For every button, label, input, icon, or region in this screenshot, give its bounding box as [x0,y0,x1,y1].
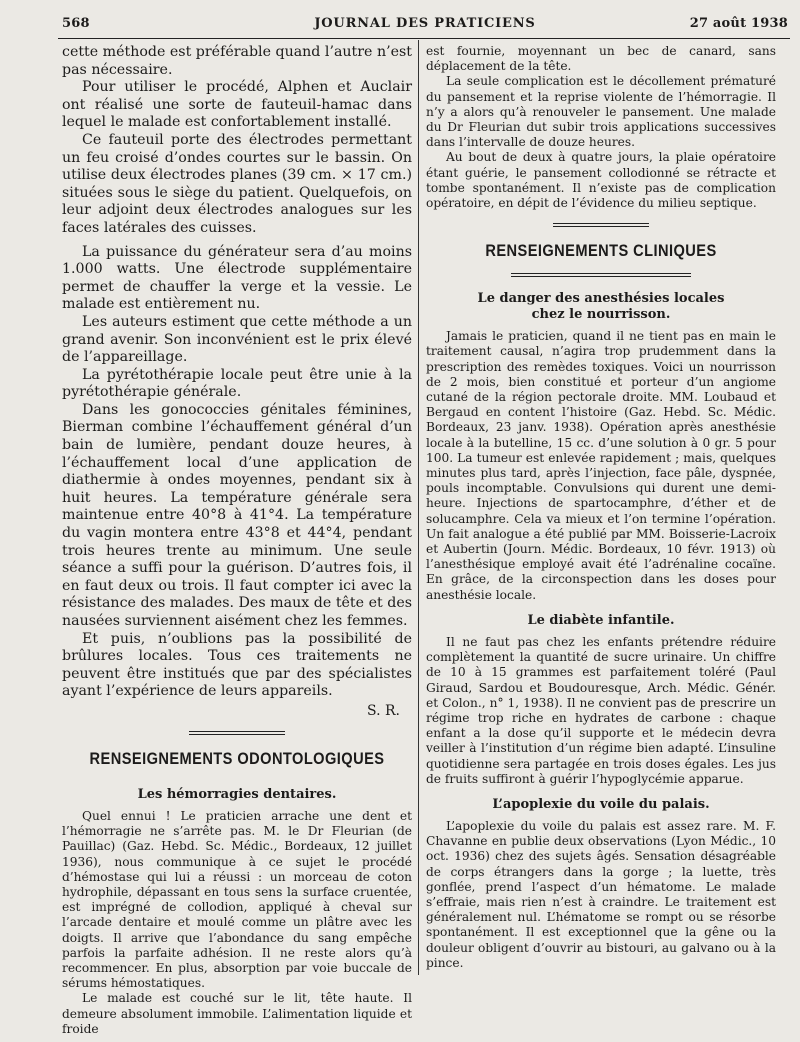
paragraph: Dans les gonococcies génitales féminines, Bierman combine l’échauffement général d’un bain de lumière, pendant douze heures, à l’échauffement local d’une application de diathermie à ondes moyennes, pendant six à huit heures. La température générale sera maintenue entre 40°8 à 41°4. La température du vagin montera entre 43°8 et 44°4, pendant trois heures trente au minimum. Une seule séance a suffi pour la guérison. D’autres fois, il en faut deux ou trois. Il faut compter ici avec la résistance des malades. Des maux de tête et des nausées surviennent aisément chez les femmes. [62,401,412,629]
section-divider [553,223,649,227]
paragraph: Il ne faut pas chez les enfants prétendre réduire complètement la quantité de sucre urinaire. Un chiffre de 10 à 15 grammes est parfaitement toléré (Paul Giraud, Sardou et Boudouresque, Arch. Médic. Génér. et Colon., n° 1, 1938). Il ne convient pas de prescrire un régime trop riche en hydrates de carbone : chaque enfant a la dose qu’il supporte et le médecin devra veiller à l’institution d’un régime bien adapté. L’insuline quotidienne sera partagée en trois doses égales. Les jus de fruits suffiront à guérir l’hypoglycémie apparue. [426,634,776,786]
section-title-odontology: RENSEIGNEMENTS ODONTOLOGIQUES [89,748,385,768]
column-divider [418,40,419,975]
article-title-line: Le danger des anesthésies locales [477,291,725,307]
paragraph: La puissance du générateur sera d’au moins 1.000 watts. Une électrode supplémentaire permet de chauffer la verge et la vessie. Le malade est entièrement nu. [62,243,412,313]
page-number: 568 [62,16,90,31]
article-title-line: chez le nourrisson. [531,307,671,323]
paragraph: est fournie, moyennant un bec de canard, sans déplacement de la tête. [426,44,776,74]
author-signature: S. R. [367,702,400,719]
right-column [426,44,776,971]
journal-title: JOURNAL DES PRATICIENS [314,16,536,31]
article-title: L’apoplexie du voile du palais. [492,796,710,812]
paragraph: La seule complication est le décollement prématuré du pansement et la reprise violente de l’hémorragie. Il n’y a alors qu’à renouveler le pansement. Une malade du Dr Fleurian dut subir trois applications successives dans l’intervalle de douze heures. [426,74,776,150]
section-divider [189,731,285,735]
section-divider [511,273,691,277]
issue-date: 27 août 1938 [689,16,788,31]
paragraph: Au bout de deux à quatre jours, la plaie opératoire étant guérie, le pansement collodionné se rétracte et tombe spontanément. Il n’existe pas de complication opératoire, en dépit de l’évidence du milieu septique. [426,150,776,211]
paragraph: La pyrétothérapie locale peut être unie à la pyrétothérapie générale. [62,366,412,401]
article-title [426,291,776,323]
paragraph: Quel ennui ! Le praticien arrache une dent et l’hémorragie ne s’arrête pas. M. le Dr Fleurian (de Pauillac) (Gaz. Hebd. Sc. Médic., Bordeaux, 12 juillet 1936), nous communique à ce sujet le procédé d’hémostase qui lui a réussi : un morceau de coton hydrophile, dépassant en tous sens la surface cruentée, est imprégné de collodion, appliqué à cheval sur l’arcade dentaire et moulé comme un plâtre avec les doigts. Il arrive que l’abondance du sang empêche parfois la parfaite adhésion. Il ne reste alors qu’à recommencer. En plus, absorption par voie buccale de sérums hémostatiques. [62,808,412,991]
paragraph: L’apoplexie du voile du palais est assez rare. M. F. Chavanne en publie deux observations (Lyon Médic., 10 oct. 1936) chez des sujets âgés. Sensation désagréable de corps étrangers dans la gorge ; la luette, très gonflée, prend l’aspect d’un hématome. Le malade s’effraie, mais rien n’est à craindre. Le traitement est généralement nul. L’hématome se rompt ou se résorbe spontanément. Il est exceptionnel que la gêne ou la douleur obligent d’ouvrir au bistouri, au galvano ou à la pince. [426,818,776,970]
paragraph: cette méthode est préférable quand l’autre n’est pas nécessaire. [62,44,412,78]
article-title: Le diabète infantile. [527,612,675,628]
header-rule [58,38,790,39]
section-title-clinical: RENSEIGNEMENTS CLINIQUES [485,241,717,261]
paragraph: Et puis, n’oublions pas la possibilité de brûlures locales. Tous ces traitements ne peuvent être institués que par des spécialistes ayant l’expérience de leurs appareils. [62,630,412,700]
paragraph: Le malade est couché sur le lit, tête haute. Il demeure absolument immobile. L’alimentation liquide et froide [62,991,412,1036]
paragraph: Les auteurs estiment que cette méthode a un grand avenir. Son inconvénient est le prix élevé de l’appareillage. [62,313,412,366]
left-column [62,44,412,1037]
paragraph: Ce fauteuil porte des électrodes permettant un feu croisé d’ondes courtes sur le bassin. On utilise deux électrodes planes (39 cm. × 17 cm.) situées sous le siège du patient. Quelquefois, on leur adjoint deux électrodes analogues sur les faces latérales des cuisses. [62,131,412,236]
paragraph: Pour utiliser le procédé, Alphen et Auclair ont réalisé une sorte de fauteuil-hamac dans lequel le malade est confortablement installé. [62,79,412,131]
paragraph: Jamais le praticien, quand il ne tient pas en main le traitement causal, n’agira trop prudemment dans la prescription des remèdes toxiques. Voici un nourrisson de 2 mois, bien constitué et porteur d’un angiome cutané de la région pectorale droite. MM. Loubaud et Bergaud en content l’histoire (Gaz. Hebd. Sc. Médic. Bordeaux, 23 janv. 1938). Opération après anesthésie locale à la butelline, 15 cc. d’une solution à 0 gr. 5 pour 100. La tumeur est enlevée rapidement ; mais, quelques minutes plus tard, après l’injection, face pâle, dyspnée, pouls incomptable. Convulsions qui durent une demi-heure. Injections de spartocamphre, d’éther et de solucamphre. Cela va mieux et l’on termine l’opération. Un fait analogue a été publié par MM. Boisserie-Lacroix et Aubertin (Journ. Médic. Bordeaux, 10 févr. 1913) où l’anesthésique employé avait été l’adrénaline cocaïne. En grâce, de la circonspection dans les doses pour anesthésie locale. [426,329,776,602]
page-header [62,14,788,36]
article-title: Les hémorragies dentaires. [137,786,337,802]
